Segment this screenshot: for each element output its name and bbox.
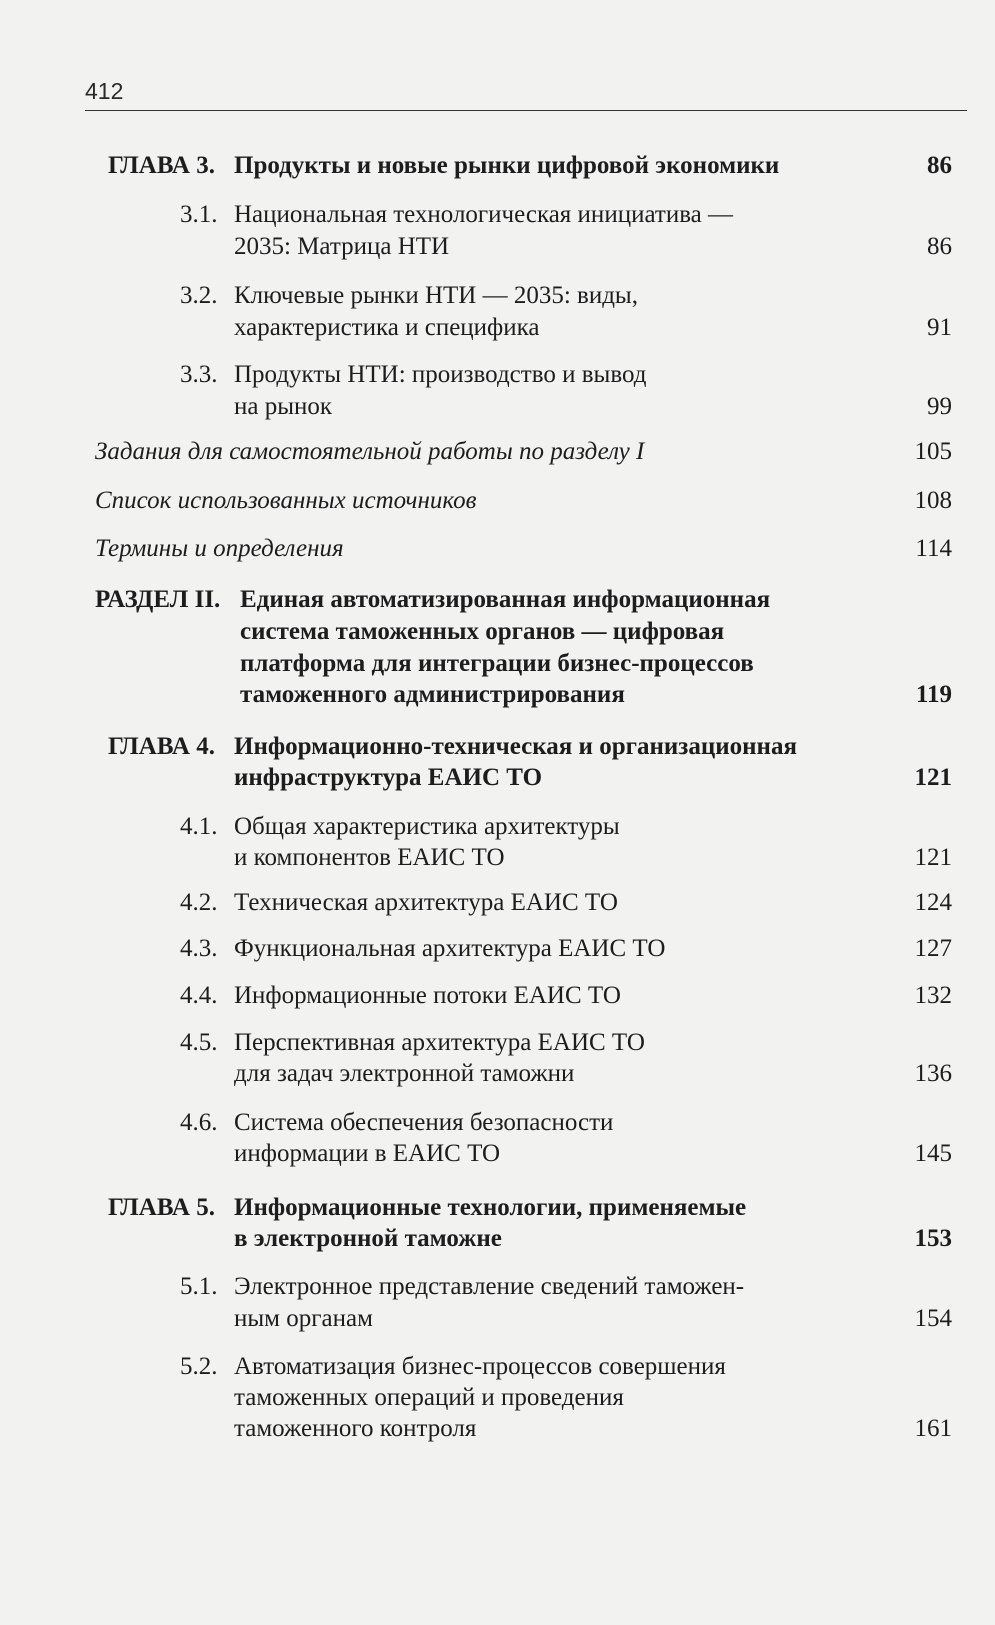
section-3-3-number: 3.3.	[180, 361, 218, 388]
chapter-4-page: 121	[914, 764, 952, 791]
section-4-3-number: 4.3.	[180, 935, 218, 962]
section-4-6-number: 4.6.	[180, 1109, 218, 1136]
section-3-1-page: 86	[927, 233, 952, 260]
section-4-4-page: 132	[914, 982, 952, 1009]
section-5-1-number: 5.1.	[180, 1273, 218, 1300]
part-2-label: РАЗДЕЛ II.	[95, 586, 221, 613]
page-number: 412	[85, 78, 124, 104]
section-4-5-page: 136	[914, 1060, 952, 1087]
part-2-title-line-4: таможенного администрирования	[240, 681, 625, 708]
section-4-1-number: 4.1.	[180, 813, 218, 840]
section-4-4-number: 4.4.	[180, 982, 218, 1009]
chapter-4-title-line-2: инфраструктура ЕАИС ТО	[234, 764, 543, 791]
section-4-6-page: 145	[914, 1140, 952, 1167]
part-2-page: 119	[915, 681, 952, 708]
section-3-1-number: 3.1.	[180, 201, 218, 228]
section-4-5-number: 4.5.	[180, 1029, 218, 1056]
chapter-3-title: Продукты и новые рынки цифровой экономики	[234, 152, 780, 179]
section-4-3-page: 127	[914, 935, 952, 962]
section-4-5-title-line-1: Перспективная архитектура ЕАИС ТО	[234, 1029, 645, 1056]
section-3-2-title-line-2: характеристика и специфика	[234, 314, 540, 341]
chapter-5-title-line-1: Информационные технологии, применяемые	[234, 1194, 747, 1221]
chapter-5-label: ГЛАВА 5.	[108, 1194, 215, 1221]
section-3-2-number: 3.2.	[180, 282, 218, 309]
section-4-1-page: 121	[914, 844, 952, 871]
chapter-5-page: 153	[914, 1225, 952, 1252]
references-page: 108	[914, 487, 952, 514]
part-2-title-line-1: Единая автоматизированная информационная	[240, 586, 771, 613]
references-title: Список использованных источников	[95, 487, 477, 514]
chapter-3-page: 86	[927, 152, 952, 179]
section-3-2-title-line-1: Ключевые рынки НТИ — 2035: виды,	[234, 282, 638, 309]
section-5-2-number: 5.2.	[180, 1353, 218, 1380]
chapter-3-label: ГЛАВА 3.	[108, 152, 215, 179]
section-4-3-title: Функциональная архитектура ЕАИС ТО	[234, 935, 666, 962]
section-4-2-page: 124	[914, 889, 952, 916]
assignments-page: 105	[914, 438, 952, 465]
assignments-title: Задания для самостоятельной работы по разделу I	[95, 438, 645, 465]
section-4-5-title-line-2: для задач электронной таможни	[234, 1060, 575, 1087]
chapter-4-label: ГЛАВА 4.	[108, 733, 215, 760]
section-4-1-title-line-2: и компонентов ЕАИС ТО	[234, 844, 505, 871]
section-5-2-title-line-3: таможенного контроля	[234, 1415, 477, 1442]
header-rule	[85, 110, 967, 111]
chapter-5-title-line-2: в электронной таможне	[234, 1225, 502, 1252]
section-4-1-title-line-1: Общая характеристика архитектуры	[234, 813, 620, 840]
section-3-3-page: 99	[927, 393, 952, 420]
section-4-2-title: Техническая архитектура ЕАИС ТО	[234, 889, 618, 916]
chapter-4-title-line-1: Информационно-техническая и организационная	[234, 733, 797, 760]
section-5-2-page: 161	[914, 1415, 952, 1442]
section-3-1-title-line-2: 2035: Матрица НТИ	[234, 233, 450, 260]
part-2-title-line-3: платформа для интеграции бизнес-процессов	[240, 650, 754, 677]
glossary-title: Термины и определения	[95, 535, 344, 562]
section-3-3-title-line-2: на рынок	[234, 393, 333, 420]
section-3-1-title-line-1: Национальная технологическая инициатива —	[234, 201, 734, 228]
section-5-1-page: 154	[914, 1305, 952, 1332]
section-5-2-title-line-2: таможенных операций и проведения	[234, 1384, 624, 1411]
section-5-2-title-line-1: Автоматизация бизнес-процессов совершения	[234, 1353, 726, 1380]
section-3-3-title-line-1: Продукты НТИ: производство и вывод	[234, 361, 647, 388]
section-4-6-title-line-1: Система обеспечения безопасности	[234, 1109, 614, 1136]
part-2-title-line-2: система таможенных органов — цифровая	[240, 618, 725, 645]
section-4-6-title-line-2: информации в ЕАИС ТО	[234, 1140, 501, 1167]
section-5-1-title-line-1: Электронное представление сведений таможен-	[234, 1273, 745, 1300]
section-3-2-page: 91	[927, 314, 952, 341]
section-4-2-number: 4.2.	[180, 889, 218, 916]
section-5-1-title-line-2: ным органам	[234, 1305, 373, 1332]
section-4-4-title: Информационные потоки ЕАИС ТО	[234, 982, 621, 1009]
glossary-page: 114	[915, 535, 952, 562]
